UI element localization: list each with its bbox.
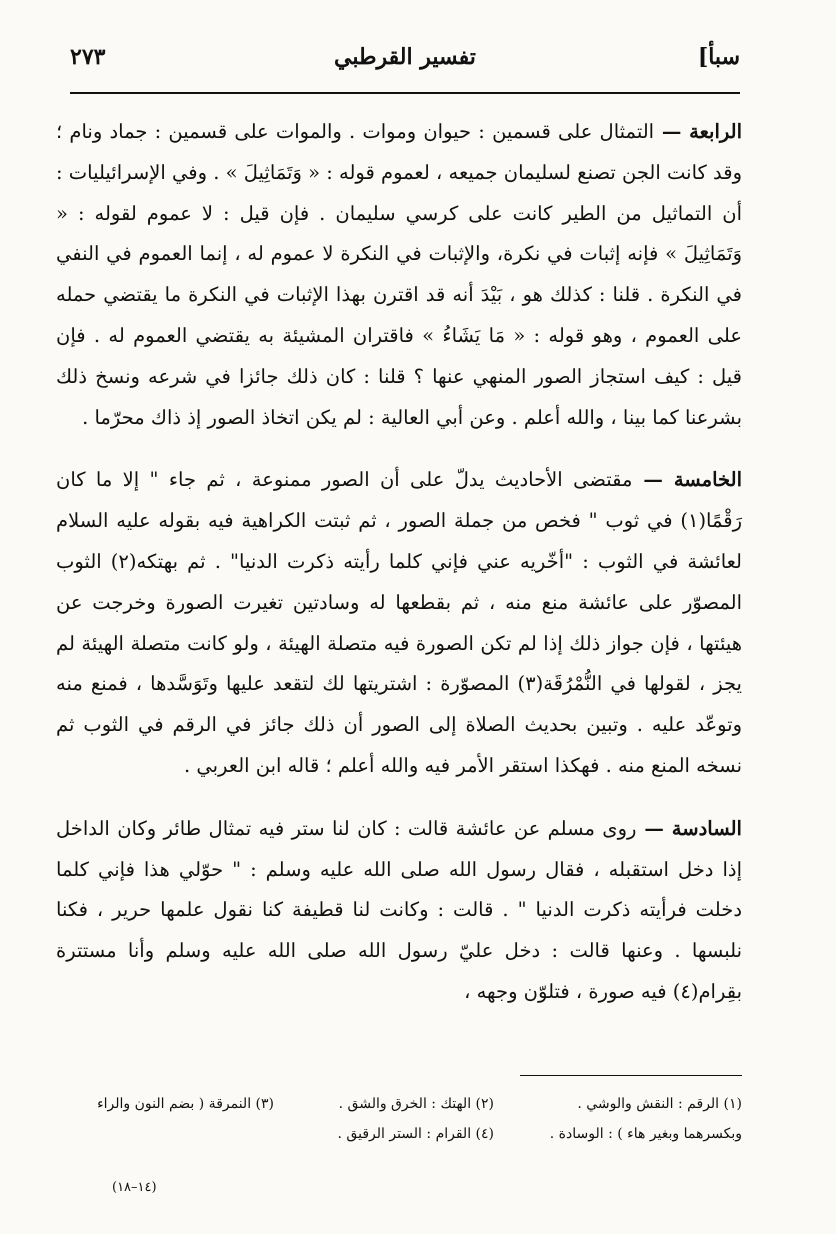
surah-name: سبأ] xyxy=(697,44,740,70)
book-title: تفسير القرطبي xyxy=(334,44,476,70)
footnote-1: (١) الرقم : النقش والوشي . xyxy=(577,1096,742,1112)
footnote-divider xyxy=(520,1075,742,1076)
paragraph-heading: الخامسة — xyxy=(632,468,742,492)
paragraph-fifth xyxy=(56,460,742,786)
paragraph-text: مقتضى الأحاديث يدلّ على أن الصور ممنوعة ، ثم جاء " إلا ما كان رَقْمًا(١) في ثوب " فخص من جملة الصور ، ثم ثبتت الكراهية فيه بقوله عليه السلام لعائشة في الثوب : "أخّريه عني فإني كلما رأيته ذكرت الدنيا" . ثم بهتكه(٢) الثوب المصوّر على عائشة منع منه ، ثم بقطعها له وسادتين تغيرت الصورة وخرجت عن هيئتها ، فإن جواز ذلك إذا لم تكن الصورة فيه متصلة الهيئة ، ولو كانت متصلة الهيئة لم يجز ، لقولها في النُّمْرُقَة(٣) المصوّرة : اشتريتها لك لتقعد عليها وتَوَسَّدها ، فمنع منه وتوعّد عليه . وتبين بحديث الصلاة إلى الصور أن ذلك جائز في الرقم في الثوب ثم نسخه المنع منه . فهكذا استقر الأمر فيه والله أعلم ؛ قاله ابن العربي . xyxy=(56,468,742,777)
main-text xyxy=(56,112,742,1013)
paragraph-heading: الرابعة — xyxy=(654,120,742,143)
footnote-row xyxy=(56,1089,742,1119)
printer-signature: (١٤–١٨) xyxy=(112,1180,157,1195)
paragraph-heading: السادسة — xyxy=(636,816,742,840)
footnote-row xyxy=(56,1119,742,1149)
footnote-3: (٣) النمرقة ( بضم النون والراء xyxy=(97,1096,274,1112)
paragraph-text: روى مسلم عن عائشة قالت : كان لنا ستر فيه تمثال طائر وكان الداخل إذا دخل استقبله ، فقال رسول الله صلى الله عليه وسلم : " حوّلي هذا فإني كلما دخلت فرأيته ذكرت الدنيا " . قالت : وكانت لنا قطيفة كنا نقول علمها حرير ، فكنا نلبسها . وعنها قالت : دخل عليّ رسول الله صلى الله عليه وسلم وأنا مستترة بقِرام(٤) فيه صورة ، فتلوّن وجهه ، xyxy=(56,816,742,1003)
page-number: ٢٧٣ xyxy=(70,44,106,70)
paragraph-text: التمثال على قسمين : حيوان وموات . والموات على قسمين : جماد ونام ؛ وقد كانت الجن تصنع لسليمان جميعه ، لعموم قوله : « وَتَمَاثِيلَ » . وفي الإسرائيليات : أن التماثيل من الطير كانت على كرسي سليمان . فإن قيل : لا عموم لقوله : « وَتَمَاثِيلَ » فإنه إثبات في نكرة، والإثبات في النكرة لا عموم له ، إنما العموم في النفي في النكرة . قلنا : كذلك هو ، بَيْدَ أنه قد اقترن بهذا الإثبات في النكرة ما يقتضي حمله على العموم ، وهو قوله : « مَا يَشَاءُ » فاقتران المشيئة به يقتضي العموم له . فإن قيل : كيف استجاز الصور المنهي عنها ؟ قلنا : كان ذلك جائزا في شرعه ونسخ ذلك بشرعنا كما بينا ، والله أعلم . وعن أبي العالية : لم يكن اتخاذ الصور إذ ذاك محرّما . xyxy=(56,120,742,429)
paragraph-fourth xyxy=(56,112,742,438)
footnote-3-continued: وبكسرهما وبغير هاء ) : الوسادة . xyxy=(549,1126,742,1142)
running-header xyxy=(70,40,740,94)
footnote-2: (٢) الهتك : الخرق والشق . xyxy=(338,1096,494,1112)
paragraph-sixth xyxy=(56,809,742,1013)
footnote-4: (٤) القرام : الستر الرقيق . xyxy=(337,1126,494,1142)
footnotes xyxy=(56,1089,742,1149)
